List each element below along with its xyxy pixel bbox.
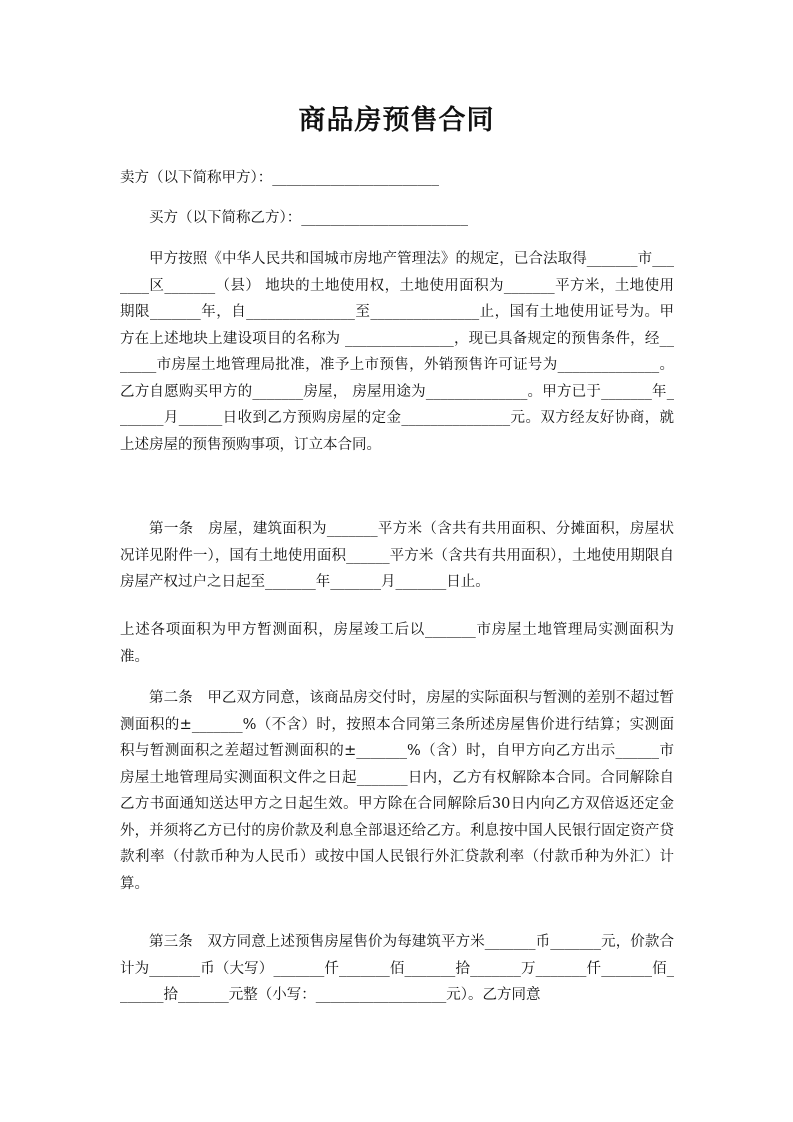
document-title: 商品房预售合同 — [298, 105, 495, 136]
article-1-note: 上述各项面积为甲方暂测面积，房屋竣工后以_______市房屋土地管理局实测面积为准。 — [120, 622, 674, 665]
article-1: 第一条 房屋，建筑面积为_______平方米（含共有共用面积、分摊面积，房屋状况详见附件一），国有土地使用面积______平方米（含共有共用面积），土地使用期限自房屋产权过户之日起至_______年_______月_______日止。 — [120, 521, 674, 590]
article-2: 第二条 甲乙双方同意，该商品房交付时，房屋的实际面积与暂测的差别不超过暂测面积的±_______%（不含）时，按照本合同第三条所述房屋售价进行结算；实测面积与暂测面积之差超过暂测面积的±_______%（含）时，自甲方向乙方出示______市房屋土地管理局实测面积文件之日起_______日内，乙方有权解除本合同。合同解除自乙方书面通知送达甲方之日起生效。甲方除在合同解除后30日内向乙方双倍返还定金外，并须将乙方已付的房价款及利息全部退还给乙方。利息按中国人民银行固定资产贷款利率（付款币种为人民币）或按中国人民银行外汇贷款利率（付款币种为外汇）计算。 — [120, 690, 674, 892]
article-3: 第三条 双方同意上述预售房屋售价为每建筑平方米_______币_______元，价款合计为_______币（大写）_______仟_______佰_______拾_______万_______仟_______佰_______拾_______元整（小写：__________________元）。乙方同意 — [120, 934, 674, 1003]
seller-line: 卖方（以下简称甲方）：_______________________ — [120, 170, 439, 186]
preamble-paragraph: 甲方按照《中华人民共和国城市房地产管理法》的规定，已合法取得_______市_______区_______（县） 地块的土地使用权，土地使用面积为_______平方米，土地使用期限_______年，自_______________至_______________止，国有土地使用证号为。甲方在上述地块上建设项目的名称为 _______________，现已具备规定的预售条件，经_______市房屋土地管理局批准，准予上市预售，外销预售许可证号为______________。 乙方自愿购买甲方的_______房屋， 房屋用途为______________。甲方已于_______年_______月______日收到乙方预购房屋的定金_______________元。双方经友好协商，就上述房屋的预售预购事项，订立本合同。 — [120, 251, 674, 453]
buyer-line: 买方（以下简称乙方）：_______________________ — [149, 210, 468, 226]
